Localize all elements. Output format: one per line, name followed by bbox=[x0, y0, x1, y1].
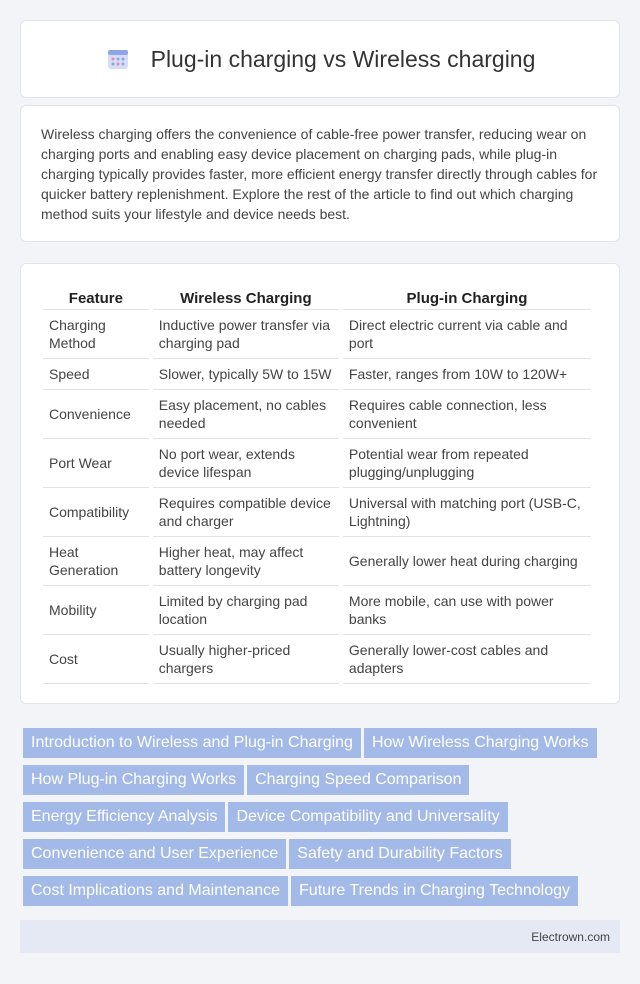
table-cell: Usually higher-priced chargers bbox=[153, 635, 339, 684]
tag-link[interactable]: How Plug-in Charging Works bbox=[23, 765, 244, 795]
table-cell: Requires compatible device and charger bbox=[153, 488, 339, 537]
table-cell: No port wear, extends device lifespan bbox=[153, 439, 339, 488]
header-wireless: Wireless Charging bbox=[153, 284, 339, 310]
comparison-table bbox=[39, 284, 595, 684]
tag-link[interactable]: Future Trends in Charging Technology bbox=[291, 876, 578, 906]
table-cell: Slower, typically 5W to 15W bbox=[153, 359, 339, 390]
title-card bbox=[20, 20, 620, 98]
table-row bbox=[43, 635, 591, 684]
table-cell: Direct electric current via cable and port bbox=[343, 310, 591, 359]
table-cell: Potential wear from repeated plugging/unplugging bbox=[343, 439, 591, 488]
topic-tags bbox=[23, 728, 623, 913]
table-cell: Cost bbox=[43, 635, 149, 684]
document-icon bbox=[105, 46, 131, 72]
table-row bbox=[43, 537, 591, 586]
footer bbox=[20, 920, 620, 953]
table-row bbox=[43, 359, 591, 390]
tag-link[interactable]: Energy Efficiency Analysis bbox=[23, 802, 225, 832]
table-cell: Speed bbox=[43, 359, 149, 390]
tag-link[interactable]: Introduction to Wireless and Plug-in Charging bbox=[23, 728, 361, 758]
table-row bbox=[43, 390, 591, 439]
tag-link[interactable]: Charging Speed Comparison bbox=[247, 765, 469, 795]
table-cell: Charging Method bbox=[43, 310, 149, 359]
tag-link[interactable]: Safety and Durability Factors bbox=[289, 839, 510, 869]
table-header-row bbox=[43, 284, 591, 310]
table-cell: More mobile, can use with power banks bbox=[343, 586, 591, 635]
header-feature: Feature bbox=[43, 284, 149, 310]
table-cell: Generally lower-cost cables and adapters bbox=[343, 635, 591, 684]
table-cell: Port Wear bbox=[43, 439, 149, 488]
table-row bbox=[43, 586, 591, 635]
tag-link[interactable]: Cost Implications and Maintenance bbox=[23, 876, 288, 906]
tag-link[interactable]: Device Compatibility and Universality bbox=[228, 802, 507, 832]
table-cell: Heat Generation bbox=[43, 537, 149, 586]
table-cell: Easy placement, no cables needed bbox=[153, 390, 339, 439]
footer-brand[interactable]: Electrown.com bbox=[531, 929, 610, 944]
table-row bbox=[43, 439, 591, 488]
comparison-table-card bbox=[20, 263, 620, 704]
tag-link[interactable]: How Wireless Charging Works bbox=[364, 728, 597, 758]
tag-link[interactable]: Convenience and User Experience bbox=[23, 839, 286, 869]
table-cell: Faster, ranges from 10W to 120W+ bbox=[343, 359, 591, 390]
table-cell: Inductive power transfer via charging pad bbox=[153, 310, 339, 359]
table-cell: Generally lower heat during charging bbox=[343, 537, 591, 586]
table-row bbox=[43, 488, 591, 537]
intro-text: Wireless charging offers the convenience of cable-free power transfer, reducing wear on charging ports and enabling easy device placement on charging pads, while plug-in charging typically provides faster, more efficient energy transfer directly through cables for quicker battery replenishment. Explore the rest of the article to find out which charging method suits your lifestyle and device needs best. bbox=[41, 126, 598, 222]
table-cell: Compatibility bbox=[43, 488, 149, 537]
table-cell: Universal with matching port (USB-C, Lightning) bbox=[343, 488, 591, 537]
table-cell: Convenience bbox=[43, 390, 149, 439]
table-cell: Requires cable connection, less convenient bbox=[343, 390, 591, 439]
table-cell: Limited by charging pad location bbox=[153, 586, 339, 635]
intro-card bbox=[20, 105, 620, 242]
page-title: Plug-in charging vs Wireless charging bbox=[150, 45, 536, 72]
header-plugin: Plug-in Charging bbox=[343, 284, 591, 310]
table-row bbox=[43, 310, 591, 359]
table-cell: Higher heat, may affect battery longevity bbox=[153, 537, 339, 586]
table-cell: Mobility bbox=[43, 586, 149, 635]
